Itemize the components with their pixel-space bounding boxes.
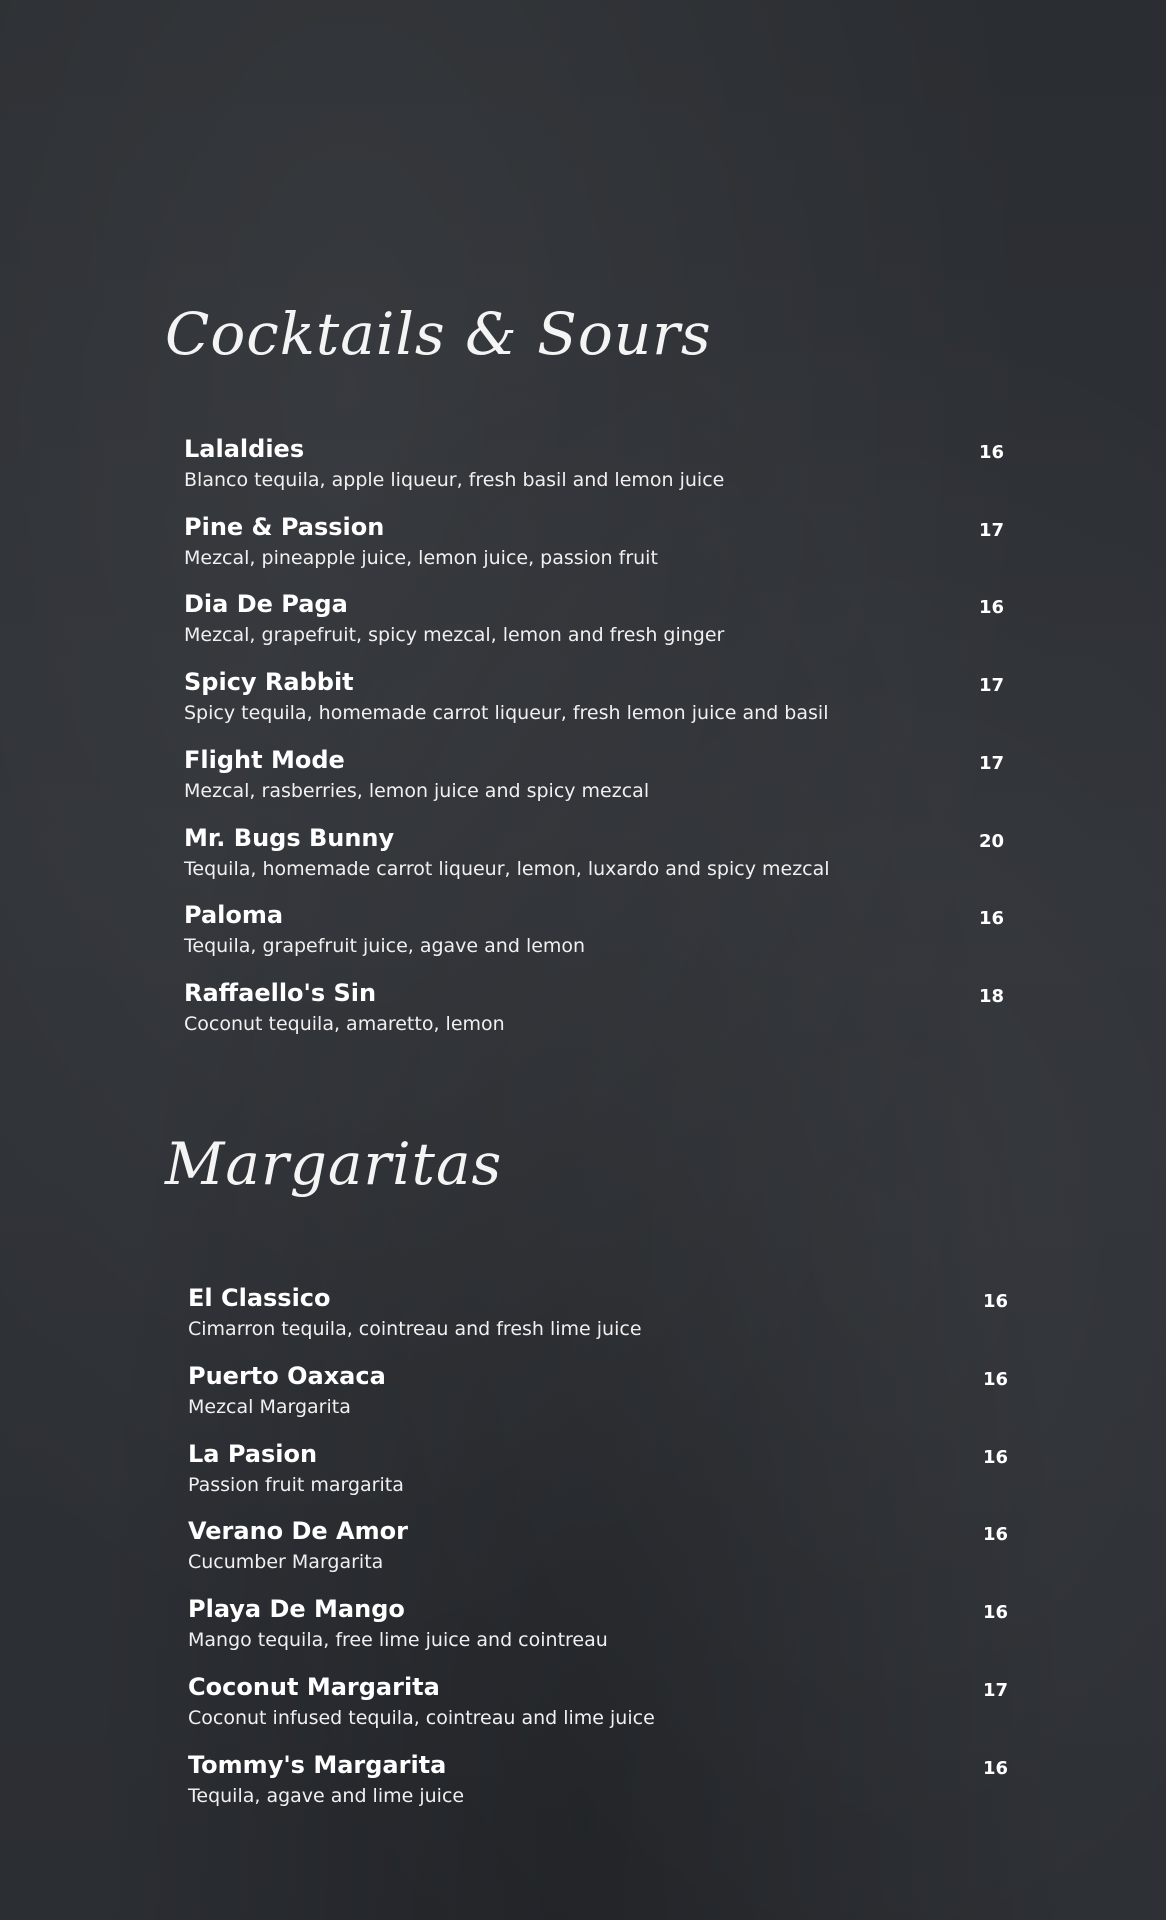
- item-name: Spicy Rabbit: [184, 668, 354, 696]
- menu-item: [188, 1751, 1008, 1821]
- item-price: 16: [982, 1602, 1008, 1623]
- item-name: La Pasion: [188, 1440, 318, 1468]
- menu-item: [184, 746, 1004, 816]
- menu-item: [188, 1517, 1008, 1587]
- item-price: 16: [978, 442, 1004, 463]
- item-price: 16: [982, 1524, 1008, 1545]
- item-description: Tequila, grapefruit juice, agave and lemon: [184, 935, 586, 957]
- item-description: Mezcal, rasberries, lemon juice and spicy mezcal: [184, 780, 650, 802]
- menu-item: [184, 824, 1004, 894]
- menu-item: [184, 435, 1004, 505]
- item-price: 16: [982, 1291, 1008, 1312]
- item-price: 17: [982, 1680, 1008, 1701]
- item-description: Blanco tequila, apple liqueur, fresh basil and lemon juice: [184, 469, 725, 491]
- item-price: 20: [978, 831, 1004, 852]
- item-name: Playa De Mango: [188, 1595, 405, 1623]
- menu-item: [184, 513, 1004, 583]
- item-description: Passion fruit margarita: [188, 1474, 404, 1496]
- item-name: Tommy's Margarita: [188, 1751, 447, 1779]
- item-price: 16: [982, 1758, 1008, 1779]
- item-description: Mezcal Margarita: [188, 1396, 351, 1418]
- item-description: Mango tequila, free lime juice and cointreau: [188, 1629, 608, 1651]
- item-name: Verano De Amor: [188, 1517, 408, 1545]
- item-price: 16: [978, 908, 1004, 929]
- item-name: Lalaldies: [184, 435, 305, 463]
- item-name: Paloma: [184, 901, 284, 929]
- item-price: 17: [978, 753, 1004, 774]
- item-name: Mr. Bugs Bunny: [184, 824, 395, 852]
- item-description: Coconut tequila, amaretto, lemon: [184, 1013, 505, 1035]
- item-name: Pine & Passion: [184, 513, 385, 541]
- menu-item: [188, 1284, 1008, 1354]
- item-description: Mezcal, grapefruit, spicy mezcal, lemon and fresh ginger: [184, 624, 725, 646]
- item-description: Spicy tequila, homemade carrot liqueur, fresh lemon juice and basil: [184, 702, 829, 724]
- section-title-margaritas: Margaritas: [165, 1130, 503, 1198]
- item-name: Raffaello's Sin: [184, 979, 377, 1007]
- menu-item: [188, 1595, 1008, 1665]
- item-price: 16: [982, 1447, 1008, 1468]
- item-price: 17: [978, 675, 1004, 696]
- item-description: Coconut infused tequila, cointreau and lime juice: [188, 1707, 655, 1729]
- menu-item: [184, 590, 1004, 660]
- item-description: Tequila, agave and lime juice: [188, 1785, 465, 1807]
- item-name: El Classico: [188, 1284, 331, 1312]
- menu-item: [184, 979, 1004, 1049]
- item-name: Dia De Paga: [184, 590, 348, 618]
- item-price: 17: [978, 520, 1004, 541]
- menu-item: [188, 1362, 1008, 1432]
- menu-item: [188, 1440, 1008, 1510]
- item-description: Cucumber Margarita: [188, 1551, 384, 1573]
- menu-item: [188, 1673, 1008, 1743]
- menu-item: [184, 901, 1004, 971]
- item-price: 16: [982, 1369, 1008, 1390]
- item-price: 18: [978, 986, 1004, 1007]
- item-description: Mezcal, pineapple juice, lemon juice, passion fruit: [184, 547, 658, 569]
- item-name: Flight Mode: [184, 746, 345, 774]
- item-description: Cimarron tequila, cointreau and fresh lime juice: [188, 1318, 642, 1340]
- menu-item: [184, 668, 1004, 738]
- item-name: Puerto Oaxaca: [188, 1362, 386, 1390]
- item-price: 16: [978, 597, 1004, 618]
- item-description: Tequila, homemade carrot liqueur, lemon, luxardo and spicy mezcal: [184, 858, 830, 880]
- item-name: Coconut Margarita: [188, 1673, 440, 1701]
- section-title-cocktails-sours: Cocktails & Sours: [165, 300, 712, 368]
